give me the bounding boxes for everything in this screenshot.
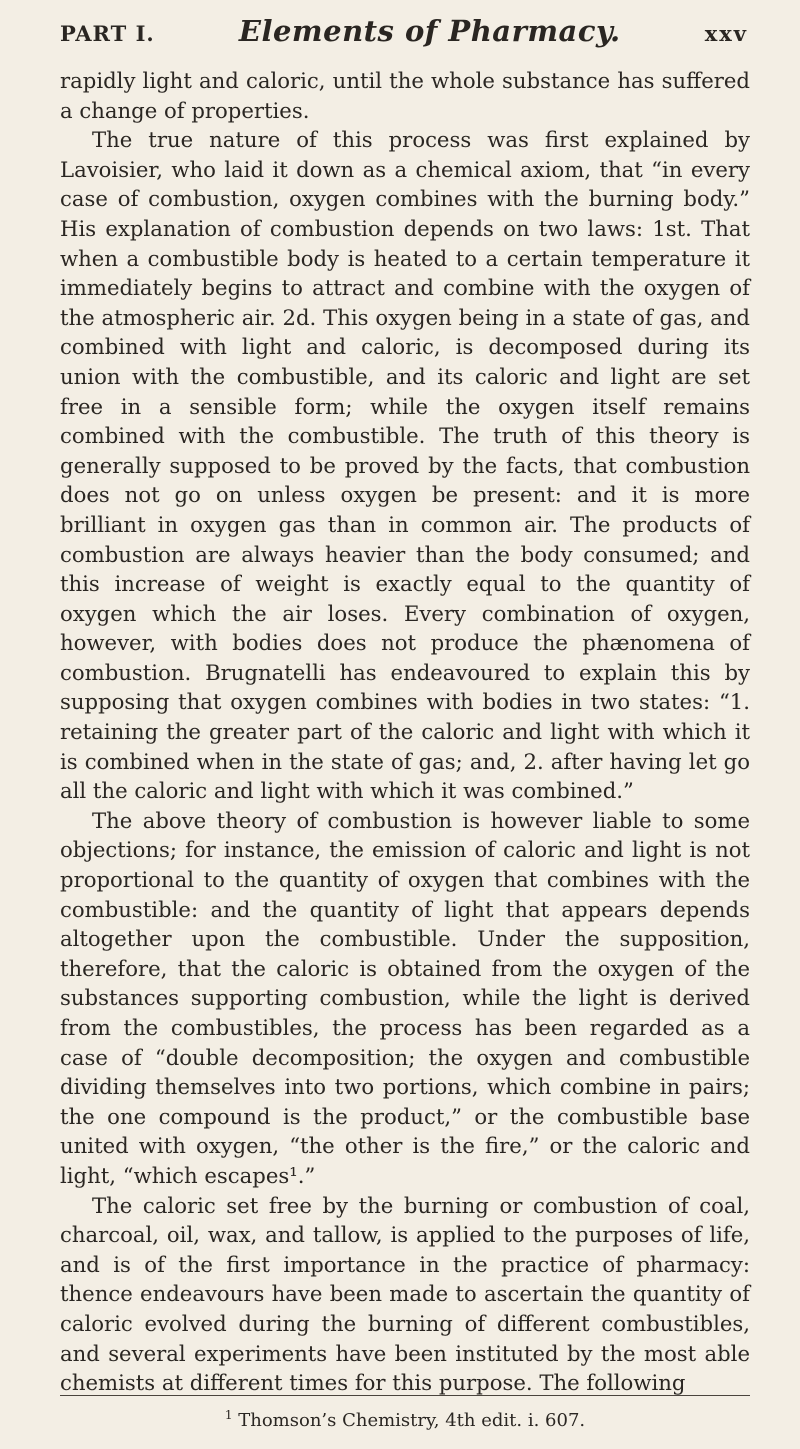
paragraph-objections: The above theory of combustion is however liable to some objections; for instance, the emission of caloric and light is not proportional to the quantity of oxygen that combines with the combustible: and the quantity of light that appears depends altogether upon the combustible. Under the supposition, therefore, that the caloric is obtained from the oxygen of the substances supporting combustion, while the light is derived from the combustibles, the process has been regarded as a case of “double decomposition; the oxygen and combustible dividing themselves into two portions, which combine in pairs; the one compound is the product,” or the combustible base united with oxygen, “the other is the fire,” or the caloric and light, “which escapes¹.” [60,807,750,1188]
footnote-mark: 1 [224,1408,233,1422]
part-label: PART I. [60,21,155,46]
paragraph-lavoisier-theory: The true nature of this process was first explained by Lavoisier, who laid it down as a chemical axiom, that “in every case of combustion, oxygen combines with the burning body.” His explanation of combustion depends on two laws: 1st. That when a combustible body is heated to a certain temperature it immediately begins to attract and combine with the oxygen of the atmospheric air. 2d. This oxygen being in a state of gas, and combined with light and caloric, is decomposed during its union with the combustible, and its caloric and light are set free in a sensible form; while the oxygen itself remains combined with the combustible. The truth of this theory is generally supposed to be proved by the facts, that combustion does not go on unless oxygen be present: and it is more brilliant in oxygen gas than in common air. The products of combustion are always heavier than the body consumed; and this increase of weight is exactly equal to the quantity of oxygen which the air loses. Every combination of oxygen, however, with bodies does not produce the phænomena of combustion. Brugnatelli has endeavoured to explain this by supposing that oxygen combines with bodies in two states: “1. retaining the greater part of the caloric and light with which it is combined when in the state of gas; and, 2. after having let go all the caloric and light with which it was combined.” [60,127,750,804]
paragraph-caloric-uses: The caloric set free by the burning or combustion of coal, charcoal, oil, wax, and tallow, is applied to the purposes of life, and is of the first importance in the practice of pharmacy: thence endeavours have been made to ascertain the quantity of caloric evolved during the burning of different combustibles, and several experiments have been instituted by the most able chemists at different times for this purpose. The following [60,1192,750,1396]
footnote-rule [60,1395,750,1396]
page-number: xxv [704,21,748,46]
footnote-text: Thomson’s Chemistry, 4th edit. i. 607. [238,1410,586,1431]
running-head [60,14,748,54]
footnote [60,1402,750,1434]
page-title: Elements of Pharmacy. [238,14,621,48]
body-text [60,66,750,1398]
paragraph-continued: rapidly light and caloric, until the whole substance has suffered a change of properties. [60,68,750,123]
